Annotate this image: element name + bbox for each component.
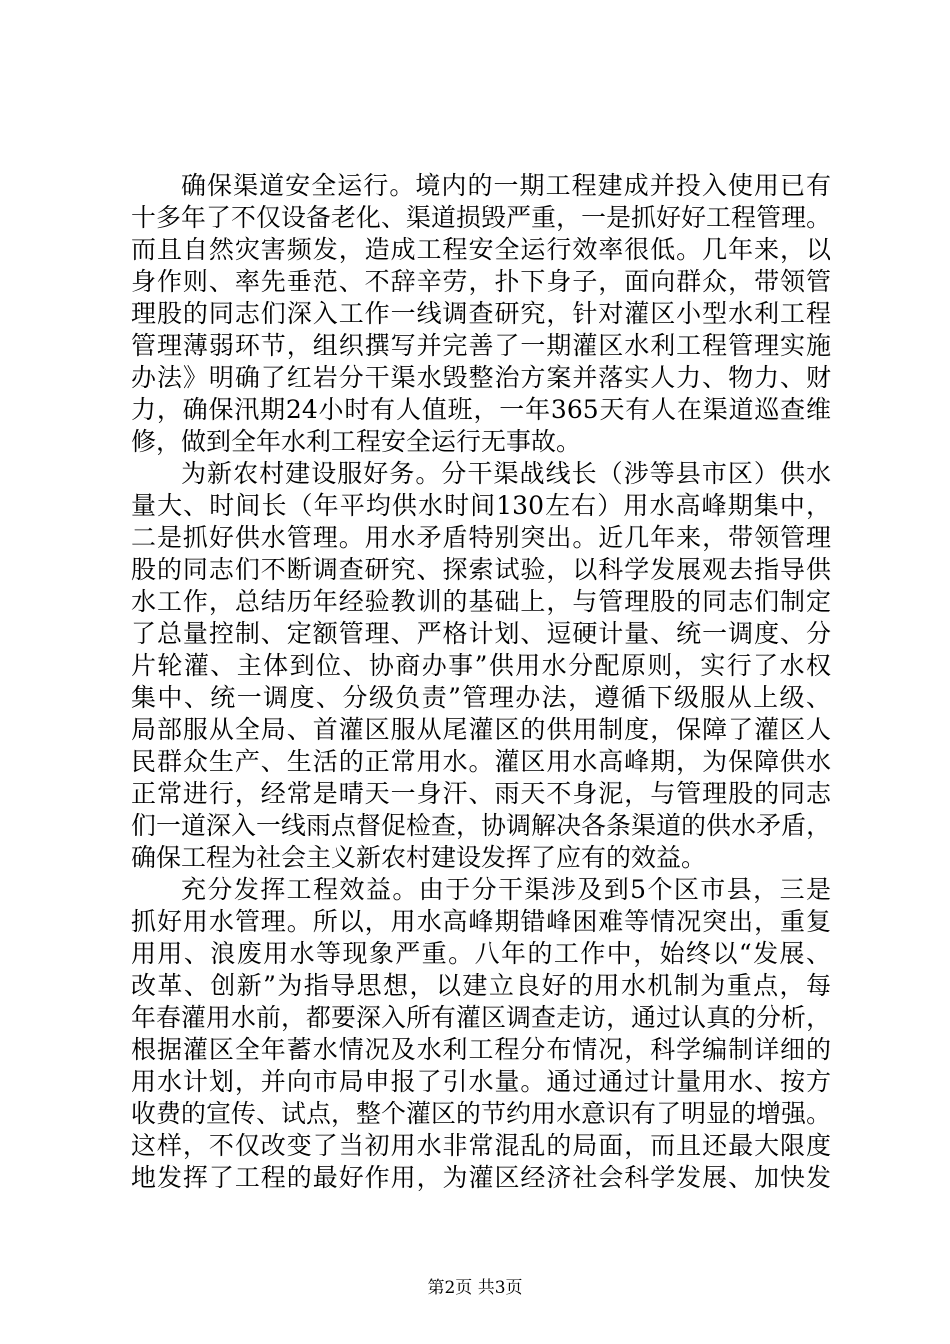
text-line: 民群众生产、生活的正常用水。灌区用水高峰期，为保障供水 [131, 747, 831, 776]
text-line: 量大、时间长（年平均供水时间130左右）用水高峰期集中， [131, 491, 831, 520]
text-line: 根据灌区全年蓄水情况及水利工程分布情况，科学编制详细的 [131, 1035, 831, 1064]
text-line: 收费的宣传、试点，整个灌区的节约用水意识有了明显的增强。 [131, 1099, 831, 1128]
text-line: 确保工程为社会主义新农村建设发挥了应有的效益。 [131, 843, 707, 872]
text-line: 二是抓好供水管理。用水矛盾特别突出。近几年来，带领管理 [131, 523, 831, 552]
text-line: 改革、创新”为指导思想，以建立良好的用水机制为重点，每 [131, 971, 831, 1000]
text-line: 年春灌用水前，都要深入所有灌区调查走访，通过认真的分析， [131, 1003, 831, 1032]
text-line: 局部服从全局、首灌区服从尾灌区的供用制度，保障了灌区人 [131, 715, 831, 744]
text-line: 片轮灌、主体到位、协商办事”供用水分配原则，实行了水权 [131, 651, 831, 680]
text-line: 用用、浪废用水等现象严重。八年的工作中，始终以“发展、 [131, 939, 831, 968]
text-line: 了总量控制、定额管理、严格计划、逗硬计量、统一调度、分 [131, 619, 831, 648]
text-line: 修，做到全年水利工程安全运行无事故。 [131, 427, 582, 456]
text-line: 集中、统一调度、分级负责”管理办法，遵循下级服从上级、 [131, 683, 831, 712]
text-line: 股的同志们不断调查研究、探索试验，以科学发展观去指导供 [131, 555, 831, 584]
text-line: 力，确保汛期24小时有人值班，一年365天有人在渠道巡查维 [131, 395, 831, 424]
text-line: 充分发挥工程效益。由于分干渠涉及到5个区市县，三是 [181, 875, 831, 904]
text-line: 正常进行，经常是晴天一身汗、雨天不身泥，与管理股的同志 [131, 779, 831, 808]
text-line: 理股的同志们深入工作一线调查研究，针对灌区小型水利工程 [131, 299, 831, 328]
text-line: 水工作，总结历年经验教训的基础上，与管理股的同志们制定 [131, 587, 831, 616]
text-line: 办法》明确了红岩分干渠水毁整治方案并落实人力、物力、财 [131, 363, 831, 392]
text-line: 而且自然灾害频发，造成工程安全运行效率很低。几年来，以 [131, 235, 831, 264]
text-line: 这样，不仅改变了当初用水非常混乱的局面，而且还最大限度 [131, 1131, 831, 1160]
page-footer: 第2页 共3页 [427, 1278, 523, 1298]
text-line: 身作则、率先垂范、不辞辛劳，扑下身子，面向群众，带领管 [131, 267, 831, 296]
text-line: 抓好用水管理。所以，用水高峰期错峰困难等情况突出，重复 [131, 907, 831, 936]
text-line: 为新农村建设服好务。分干渠战线长（涉等县市区）供水 [181, 459, 831, 488]
text-line: 十多年了不仅设备老化、渠道损毁严重，一是抓好好工程管理。 [131, 203, 831, 232]
document-body [131, 170, 831, 1194]
text-line: 地发挥了工程的最好作用，为灌区经济社会科学发展、加快发 [131, 1163, 831, 1192]
text-line: 管理薄弱环节，组织撰写并完善了一期灌区水利工程管理实施 [131, 331, 831, 360]
text-line: 用水计划，并向市局申报了引水量。通过通过计量用水、按方 [131, 1067, 831, 1096]
text-line: 确保渠道安全运行。境内的一期工程建成并投入使用已有 [181, 171, 831, 200]
text-line: 们一道深入一线雨点督促检查，协调解决各条渠道的供水矛盾， [131, 811, 831, 840]
